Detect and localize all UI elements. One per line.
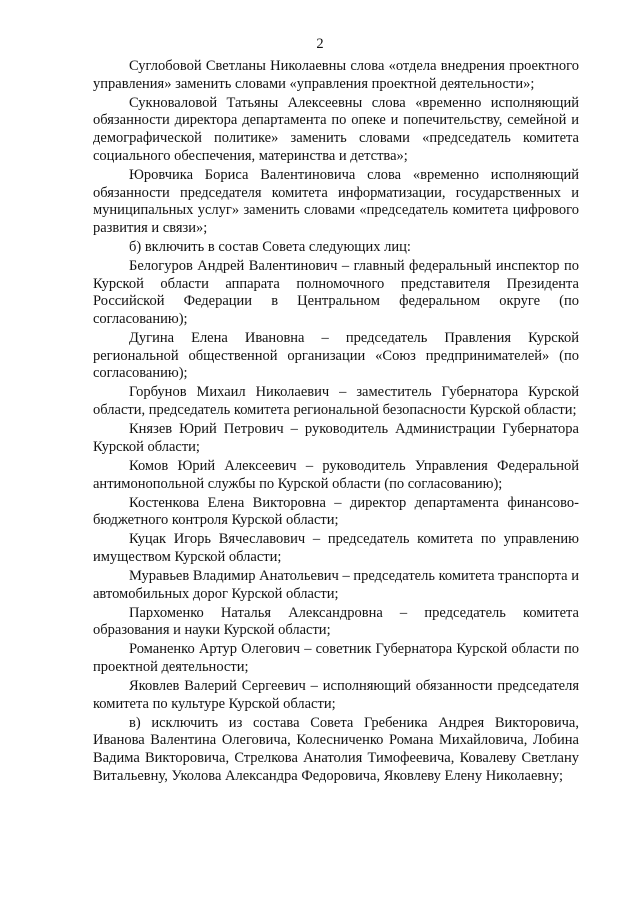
paragraph-member-parkhomenko: Пархоменко Наталья Александровна – председатель комитета образования и науки Курской области;: [93, 604, 579, 639]
paragraph-member-yakovlev: Яковлев Валерий Сергеевич – исполняющий обязанности председателя комитета по культуре Курской области;: [93, 678, 579, 712]
paragraph-member-knyazev: Князев Юрий Петрович – руководитель Администрации Губернатора Курской области;: [93, 421, 579, 455]
paragraph-member-belogurov: Белогуров Андрей Валентинович – главный федеральный инспектор по Курской области аппарата полномочного представителя Президента Российской Федерации в Центральном федеральном округе (по согласованию);: [93, 257, 579, 328]
paragraph-include-heading: б) включить в состав Совета следующих лиц:: [129, 238, 411, 255]
paragraph-suglobova-amendment: Суглобовой Светланы Николаевны слова «отдела внедрения проектного управления» заменить словами «управления проектной деятельности»;: [93, 58, 579, 92]
paragraph-member-muravyev: Муравьев Владимир Анатольевич – председатель комитета транспорта и автомобильных дорог Курской области;: [93, 567, 579, 602]
paragraph-member-kostenkova: Костенкова Елена Викторовна – директор департамента финансово-бюджетного контроля Курской области;: [93, 494, 579, 529]
paragraph-yurovchik-amendment: Юровчика Бориса Валентиновича слова «временно исполняющий обязанности председателя комитета информатизации, государственных и муниципальных услуг» заменить словами «председатель комитета цифрового развития и связи»;: [93, 166, 579, 236]
paragraph-suknovalova-amendment: Сукноваловой Татьяны Алексеевны слова «временно исполняющий обязанности директора департамента по опеке и попечительству, семейной и демографической политике» заменить словами «председатель комитета социального обеспечения, материнства и детства»;: [93, 94, 579, 164]
page-number: 2: [316, 36, 324, 52]
body-text: [93, 58, 579, 787]
paragraph-member-kutsak: Куцак Игорь Вячеславович – председатель комитета по управлению имуществом Курской области;: [93, 531, 579, 565]
paragraph-member-komov: Комов Юрий Алексеевич – руководитель Управления Федеральной антимонопольной службы по Курской области (по согласованию);: [93, 457, 579, 492]
paragraph-exclude-members: в) исключить из состава Совета Гребеника Андрея Викторовича, Иванова Валентина Олеговича, Колесниченко Романа Михайловича, Лобина Вадима Викторовича, Стрелкова Анатолия Тимофеевича, Ковалеву Светлану Витальевну, Уколова Александра Федоровича, Яковлеву Елену Николаевну;: [93, 714, 579, 784]
paragraph-member-romanenko: Романенко Артур Олегович – советник Губернатора Курской области по проектной деятельности;: [93, 641, 579, 676]
paragraph-member-gorbunov: Горбунов Михаил Николаевич – заместитель Губернатора Курской области, председатель комитета региональной безопасности Курской области;: [93, 384, 579, 419]
paragraph-member-dugina: Дугина Елена Ивановна – председатель Правления Курской региональной общественной организации «Союз предпринимателей» (по согласованию);: [93, 330, 579, 382]
